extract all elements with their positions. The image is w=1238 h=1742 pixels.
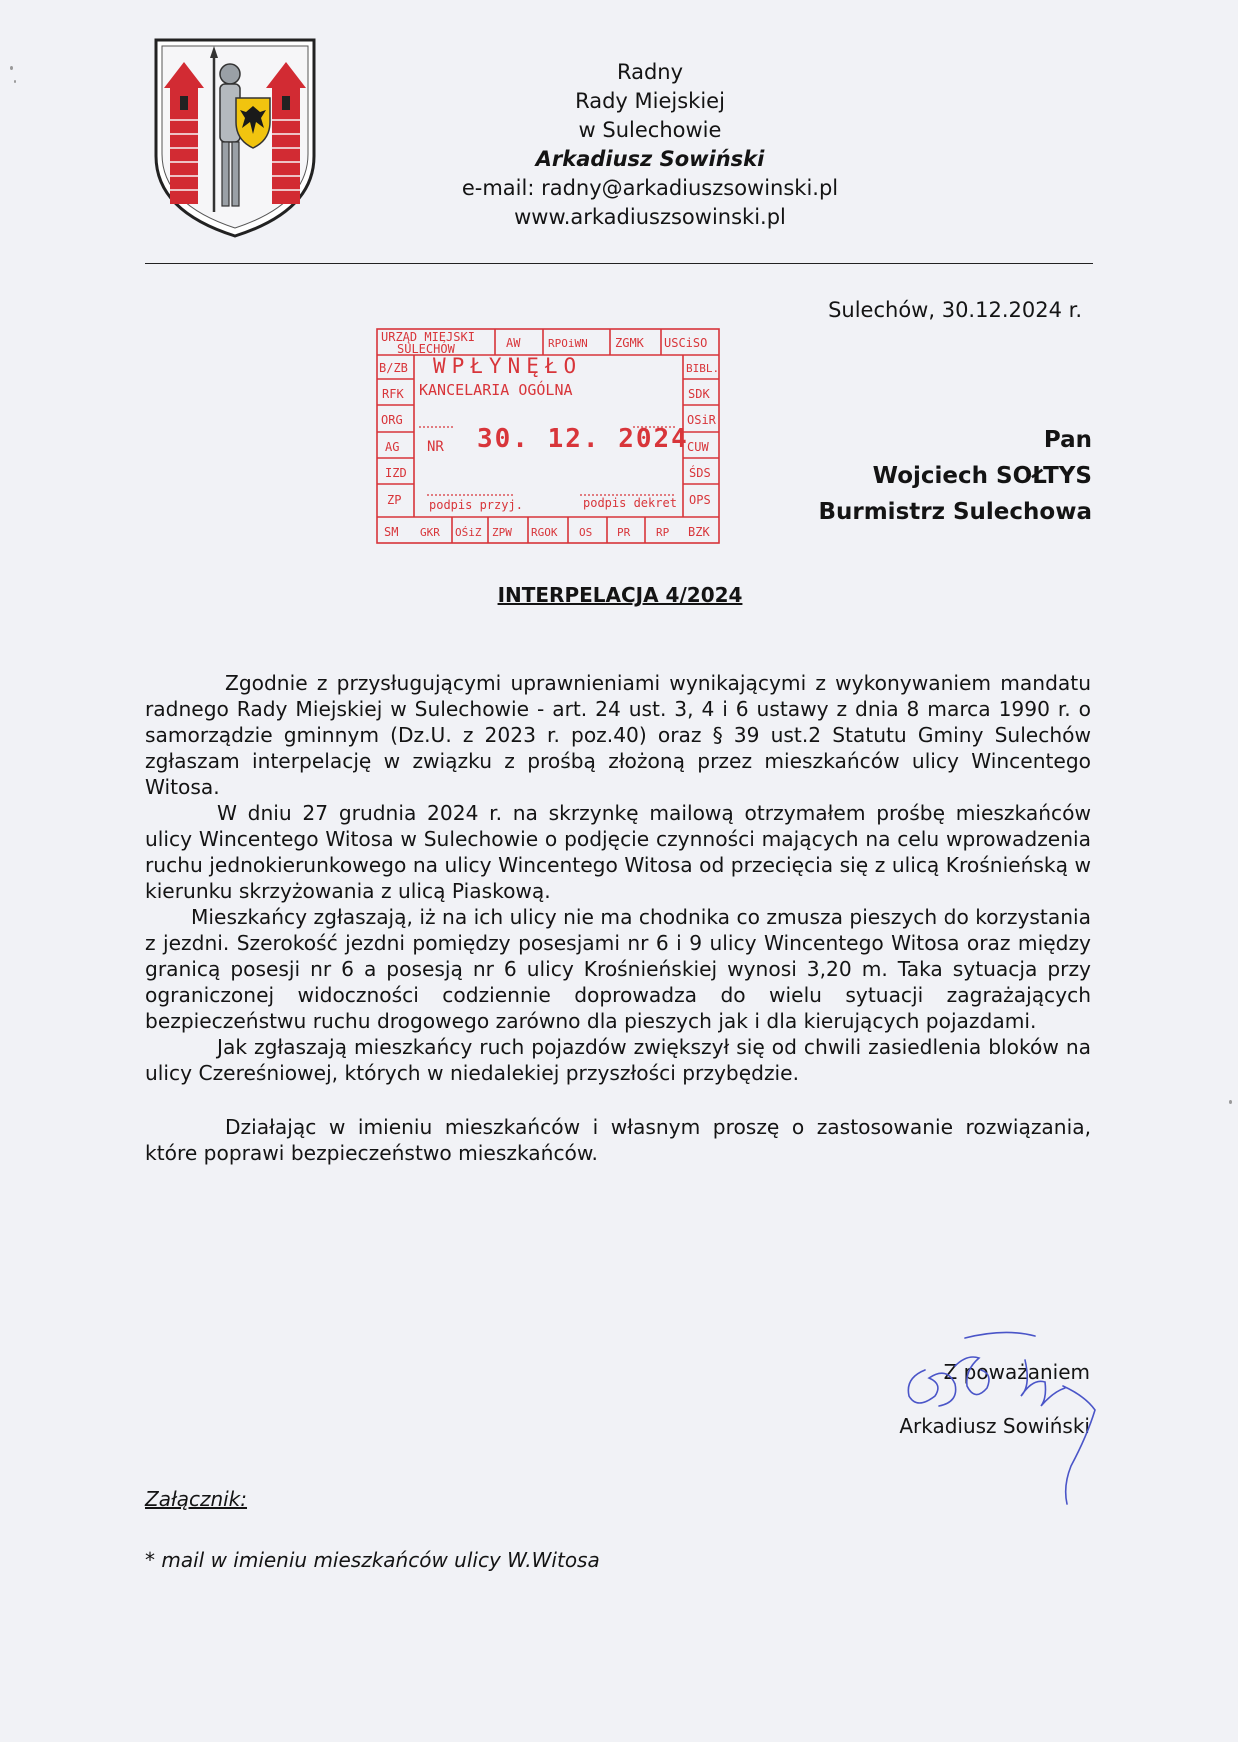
- stamp-right-box: OSiR: [687, 413, 716, 427]
- closing-regards: Z poważaniem: [943, 1360, 1090, 1384]
- addressee-block: [780, 422, 1092, 530]
- scan-speck: [14, 80, 16, 83]
- stamp-left-box: AG: [385, 440, 400, 454]
- stamp-right-box: CUW: [687, 440, 709, 454]
- stamp-bottom-box: OŚiZ: [455, 526, 482, 539]
- stamp-received: WPŁYNĘŁO: [433, 354, 583, 378]
- stamp-right-box: SDK: [688, 387, 710, 401]
- stamp-top-box: USCiSO: [664, 336, 708, 350]
- body-paragraph: Mieszkańcy zgłaszają, iż na ich ulicy nie ma chodnika co zmusza pieszych do korzystania z jezdni. Szerokość jezdni pomiędzy posesjami nr 6 i 9 ulicy Wincentego Witosa oraz między granicą posesji nr 6 a posesją nr 6 ulicy Krośnieńskiej wynosi 3,20 m. Taka sytuacja przy ograniczonej widoczności codziennie doprowadza do wielu sytuacji zagrażających bezpieczeństwu ruchu drogowego zarówno dla pieszych jak i dla kierujących pojazdami.: [145, 905, 1091, 1033]
- coat-of-arms-emblem: [150, 36, 320, 240]
- stamp-department: KANCELARIA OGÓLNA: [419, 381, 573, 399]
- body-paragraph: W dniu 27 grudnia 2024 r. na skrzynkę mailową otrzymałem prośbę mieszkańców ulicy Wincentego Witosa w Sulechowie o podjęcie czynności mających na celu wprowadzenia ruchu jednokierunkowego na ulicy Wincentego Witosa od przecięcia się z ulicą Krośnieńską w kierunku skrzyżowania z ulicą Piaskową.: [145, 801, 1091, 903]
- stamp-right-box: ŚDS: [689, 466, 711, 480]
- letter-body: [145, 670, 1091, 1166]
- addressee-name: Wojciech SOŁTYS: [872, 463, 1092, 489]
- stamp-right-box: BZK: [688, 525, 710, 539]
- stamp-bottom-box: RGOK: [531, 526, 558, 539]
- body-paragraph: Działając w imieniu mieszkańców i własnym proszę o zastosowanie rozwiązania, które poprawi bezpieczeństwo mieszkańców.: [145, 1115, 1091, 1165]
- stamp-top-box: ZGMK: [615, 336, 644, 350]
- stamp-left-box: B/ZB: [379, 361, 408, 375]
- sender-email: e-mail: radny@arkadiuszsowinski.pl: [461, 176, 839, 200]
- body-paragraph: Jak zgłaszają mieszkańcy ruch pojazdów zwiększył się od chwili zasiedlenia bloków na ulicy Czereśniowej, których w niedalekiej przyszłości przybędzie.: [145, 1035, 1091, 1085]
- sender-role: Radny: [616, 60, 684, 84]
- stamp-top-box: AW: [506, 336, 521, 350]
- sender-header: [430, 58, 870, 232]
- registry-stamp: [375, 327, 721, 547]
- sender-council: Rady Miejskiej: [575, 89, 725, 113]
- stamp-bottom-box: OS: [579, 526, 593, 539]
- stamp-bottom-box: ZPW: [492, 526, 512, 539]
- scan-speck: [1229, 1100, 1232, 1104]
- stamp-bottom-box: PR: [617, 526, 631, 539]
- scan-speck: [10, 66, 13, 70]
- handwritten-signature: [895, 1326, 1105, 1526]
- stamp-bottom-box: RP: [656, 526, 670, 539]
- stamp-sign-received: podpis przyj.: [429, 498, 523, 512]
- sender-town: w Sulechowie: [578, 118, 722, 142]
- addressee-role: Burmistrz Sulechowa: [818, 499, 1092, 525]
- stamp-office-line2: SULECHÓW: [397, 342, 455, 356]
- attachment-label: Załącznik:: [145, 1487, 248, 1511]
- stamp-sign-decree: podpis dekret: [583, 496, 677, 510]
- sender-website: www.arkadiuszsowinski.pl: [514, 205, 786, 229]
- stamp-date: 30. 12. 2024: [477, 424, 689, 454]
- attachment-item: * mail w imieniu mieszkańców ulicy W.Witosa: [145, 1548, 600, 1572]
- stamp-left-box: IZD: [385, 466, 407, 480]
- stamp-right-box: OPS: [689, 493, 711, 507]
- stamp-bottom-box: GKR: [420, 526, 440, 539]
- document-title: INTERPELACJA 4/2024: [497, 583, 743, 607]
- header-divider: [145, 263, 1093, 264]
- stamp-left-box: ORG: [381, 413, 403, 427]
- stamp-top-box: RPOiWN: [548, 337, 588, 350]
- stamp-right-box: BIBL.: [686, 362, 720, 375]
- stamp-office-line1: URZĄD MIEJSKI: [381, 330, 475, 344]
- stamp-left-box: RFK: [382, 387, 404, 401]
- closing-signer: Arkadiusz Sowiński: [899, 1414, 1090, 1438]
- place-date: Sulechów, 30.12.2024 r.: [828, 298, 1082, 322]
- stamp-left-box: ZP: [387, 493, 402, 507]
- stamp-nr-label: NR: [427, 439, 444, 455]
- addressee-salutation: Pan: [1043, 427, 1092, 453]
- body-paragraph: Zgodnie z przysługującymi uprawnieniami wynikającymi z wykonywaniem mandatu radnego Rady Miejskiej w Sulechowie - art. 24 ust. 3, 4 i 6 ustawy z dnia 8 marca 1990 r. o samorządzie gminnym (Dz.U. z 2023 r. poz.40) oraz § 39 ust.2 Statutu Gminy Sulechów zgłaszam interpelację w związku z prośbą złożoną przez mieszkańców ulicy Wincentego Witosa.: [145, 671, 1091, 799]
- sender-name: Arkadiusz Sowiński: [535, 147, 765, 171]
- stamp-left-box: SM: [384, 525, 399, 539]
